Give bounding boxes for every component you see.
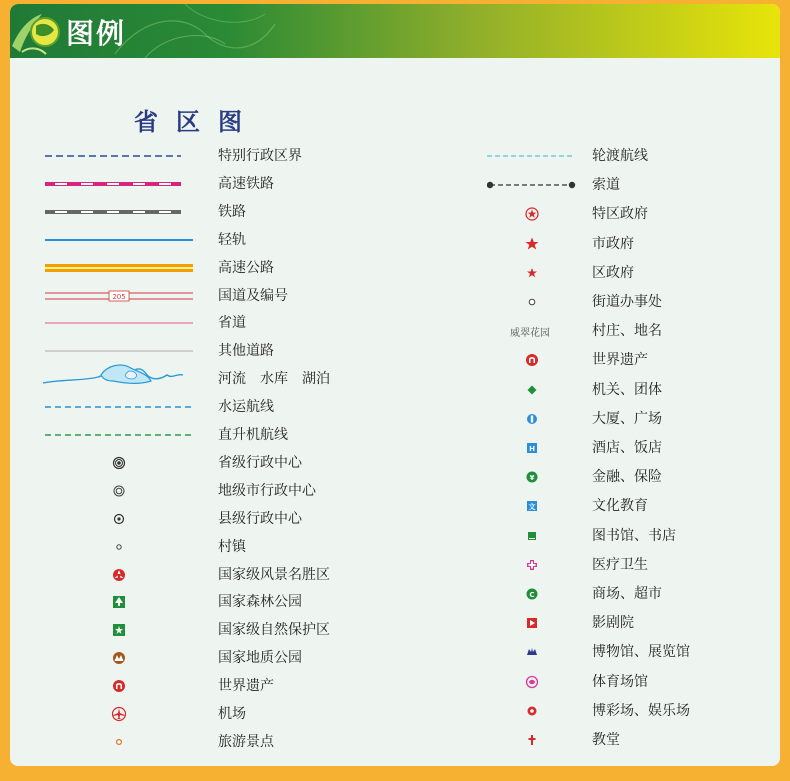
railway-line <box>45 206 193 218</box>
legend-label: 国家森林公园 <box>218 594 302 611</box>
legend-label: 酒店、饭店 <box>592 440 662 456</box>
legend-label: 其他道路 <box>218 343 274 360</box>
legend-label: 国家级自然保护区 <box>218 622 330 639</box>
scenic-area-icon <box>111 567 127 583</box>
legend-label: 轻轨 <box>218 231 246 248</box>
legend-label: 县级行政中心 <box>218 510 302 527</box>
place-name-sample: 威翠花园 <box>510 328 550 340</box>
nature-reserve-icon <box>111 622 127 638</box>
legend-label: 特区政府 <box>592 206 648 223</box>
waterway-dashed-line <box>45 401 193 413</box>
decorative-swirl <box>105 4 405 58</box>
legend-label: 轮渡航线 <box>592 148 648 164</box>
city-government-star-icon <box>524 236 540 252</box>
legend-label: 国家级风景名胜区 <box>218 566 330 583</box>
shopping-icon <box>524 586 540 602</box>
building-icon <box>524 411 540 427</box>
tourist-spot-icon <box>111 734 127 750</box>
medical-icon <box>524 557 540 573</box>
legend-label: 水运航线 <box>218 399 274 416</box>
legend-label: 村镇 <box>218 538 246 555</box>
geopark-icon <box>111 650 127 666</box>
world-heritage-icon <box>111 678 127 694</box>
theater-icon <box>524 615 540 631</box>
hotel-icon <box>524 440 540 456</box>
casino-icon <box>524 703 540 719</box>
river-lake-icon <box>43 363 193 389</box>
provincial-center-icon <box>111 455 127 471</box>
airport-icon <box>111 706 127 722</box>
sar-boundary-dashed-line <box>45 150 193 162</box>
legend-label: 高速铁路 <box>218 175 274 192</box>
legend-label: 街道办事处 <box>592 294 662 310</box>
legend-label: 河流 水库 湖泊 <box>218 371 330 388</box>
legend-label: 教堂 <box>592 732 620 748</box>
sar-government-icon <box>524 206 540 222</box>
other-road-line <box>45 345 193 357</box>
education-icon <box>524 498 540 514</box>
light-rail-line <box>45 234 193 246</box>
institution-icon <box>524 382 540 398</box>
cableway-line <box>487 179 577 191</box>
national-road-number: 205 <box>112 292 126 301</box>
green-leaf-globe-icon <box>12 8 66 56</box>
legend-label: 图书馆、书店 <box>592 527 676 544</box>
legend-label: 博彩场、娱乐场 <box>592 702 690 719</box>
legend-label: 直升机航线 <box>218 427 288 443</box>
church-icon <box>524 732 540 748</box>
national-road-line <box>45 290 193 302</box>
legend-label: 金融、保险 <box>592 469 662 486</box>
prefecture-center-icon <box>111 483 127 499</box>
svg-text:C: C <box>529 591 535 599</box>
ferry-route-dashed-line <box>487 150 577 162</box>
museum-icon <box>524 644 540 660</box>
legend-label: 地级市行政中心 <box>218 482 316 499</box>
legend-label: 商场、超市 <box>592 586 662 602</box>
world-heritage-icon <box>524 352 540 368</box>
legend-label: 国家地质公园 <box>218 650 302 667</box>
legend-label: 机关、团体 <box>592 381 662 398</box>
header-banner <box>10 4 780 58</box>
legend-label: 区政府 <box>592 264 634 281</box>
library-icon <box>524 528 540 544</box>
legend-label: 国道及编号 <box>218 287 288 304</box>
legend-label: 医疗卫生 <box>592 556 648 573</box>
legend-label: 铁路 <box>218 203 246 220</box>
village-icon <box>111 539 127 555</box>
legend-panel <box>10 4 780 766</box>
legend-label: 影剧院 <box>592 615 634 632</box>
legend-label: 文化教育 <box>592 498 648 515</box>
svg-text:¥: ¥ <box>529 474 535 483</box>
stadium-icon <box>524 674 540 690</box>
district-government-star-icon <box>524 265 540 281</box>
finance-icon <box>524 469 540 485</box>
legend-label: 高速公路 <box>218 259 274 276</box>
legend-label: 省级行政中心 <box>218 454 302 471</box>
legend-label: 机场 <box>218 706 246 722</box>
legend-label: 世界遗产 <box>218 678 274 695</box>
forest-park-icon <box>111 594 127 610</box>
high-speed-rail-line <box>45 178 193 190</box>
county-center-icon <box>111 511 127 527</box>
legend-label: 市政府 <box>592 235 634 252</box>
legend-label: 索道 <box>592 177 620 194</box>
svg-text:文: 文 <box>528 503 536 512</box>
legend-label: 旅游景点 <box>218 733 274 750</box>
expressway-line <box>45 262 193 274</box>
legend-label: 体育场馆 <box>592 673 648 690</box>
legend-label: 省道 <box>218 315 246 332</box>
page-title: 图例 <box>66 17 127 50</box>
legend-label: 世界遗产 <box>592 352 648 369</box>
legend-label: 博物馆、展览馆 <box>592 644 690 661</box>
section-title: 省区图 <box>134 108 260 136</box>
subdistrict-office-icon <box>524 294 540 310</box>
legend-label: 大厦、广场 <box>592 410 662 427</box>
helicopter-route-dashed-line <box>45 429 193 441</box>
legend-label: 特别行政区界 <box>218 148 302 164</box>
svg-text:H: H <box>529 445 535 453</box>
provincial-road-line <box>45 317 193 329</box>
legend-label: 村庄、地名 <box>592 323 662 340</box>
